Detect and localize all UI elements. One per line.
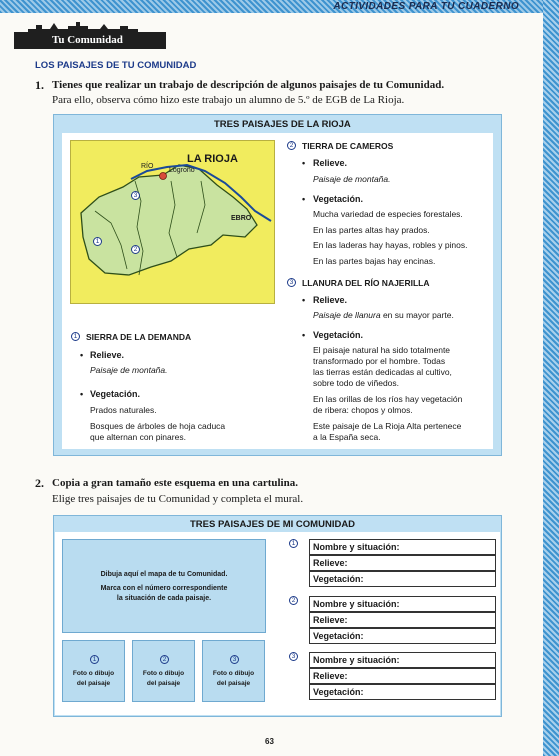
- landscape-1-relieve-value: Paisaje de montaña.: [90, 365, 168, 375]
- form-2-nombre-field[interactable]: Nombre y situación:: [309, 596, 496, 612]
- landscape-3-relieve-value-a: Paisaje de llanura: [313, 310, 381, 320]
- landscape-1-number: 1: [71, 332, 80, 341]
- photo-box-1-number: 1: [90, 655, 99, 664]
- map-label-ebro: EBRO: [231, 215, 252, 222]
- question-2-subtext: Elige tres paisajes de tu Comunidad y completa el mural.: [52, 493, 304, 505]
- form-3-nombre-field[interactable]: Nombre y situación:: [309, 652, 496, 668]
- map-placeholder-box: [62, 539, 266, 633]
- landscape-3-veg-1c: las tierras están dedicadas al cultivo,: [313, 367, 452, 377]
- question-1-subtext: Para ello, observa cómo hizo este trabajo un alumno de 5.º de EGB de La Rioja.: [52, 94, 405, 106]
- photo-box-3-label-b: del paisaje: [216, 680, 251, 687]
- map-marker-1: 1: [93, 237, 102, 246]
- landscape-2-title: TIERRA DE CAMEROS: [302, 141, 394, 151]
- landscape-3-number: 3: [287, 278, 296, 287]
- landscape-3-veg-3b: a la España seca.: [313, 432, 381, 442]
- map-placeholder-line-1: Dibuja aquí el mapa de tu Comunidad.: [100, 571, 228, 578]
- form-2-vegetacion-field[interactable]: Vegetación:: [309, 628, 496, 644]
- map-placeholder-line-2: Marca con el número correspondiente: [100, 585, 228, 592]
- rioja-map-drawing: [71, 141, 276, 305]
- photo-box-3: [202, 640, 265, 702]
- form-1-nombre-field[interactable]: Nombre y situación:: [309, 539, 496, 555]
- landscape-1-veg-label: Vegetación.: [90, 389, 141, 399]
- map-marker-2: 2: [131, 245, 140, 254]
- landscape-3-relieve-bullet: •: [302, 295, 306, 305]
- form-group-1-number: 1: [289, 539, 298, 548]
- landscape-1-title: SIERRA DE LA DEMANDA: [86, 332, 192, 342]
- form-group-2-number: 2: [289, 596, 298, 605]
- landscape-2-veg-1: Mucha variedad de especies forestales.: [313, 209, 463, 219]
- landscape-3-veg-2b: de ribera: chopos y olmos.: [313, 405, 413, 415]
- form-1-relieve-field[interactable]: Relieve:: [309, 555, 496, 571]
- form-group-3-number: 3: [289, 652, 298, 661]
- mi-comunidad-panel-title: TRES PAISAJES DE MI COMUNIDAD: [190, 519, 356, 530]
- landscape-3-veg-3a: Este paisaje de La Rioja Alta pertenece: [313, 421, 462, 431]
- landscape-3-relieve-label: Relieve.: [313, 295, 348, 305]
- form-3-relieve-field[interactable]: Relieve:: [309, 668, 496, 684]
- question-2-text: Copia a gran tamaño este esquema en una cartulina.: [52, 477, 298, 489]
- question-1-number: 1.: [35, 78, 44, 92]
- landscape-2-relieve-value: Paisaje de montaña.: [313, 174, 391, 184]
- landscape-3-veg-1d: sobre todo de viñedos.: [313, 378, 400, 388]
- landscape-2-veg-label: Vegetación.: [313, 194, 364, 204]
- landscape-3-veg-1b: transformado por el hombre. Todas: [313, 356, 446, 366]
- landscape-1-veg-1: Prados naturales.: [90, 405, 157, 415]
- landscape-2-number: 2: [287, 141, 296, 150]
- photo-box-2-label-a: Foto o dibujo: [142, 670, 185, 677]
- landscape-1-veg-2b: que alternan con pinares.: [90, 432, 186, 442]
- right-decorative-strip: [543, 0, 559, 756]
- question-2-number: 2.: [35, 476, 44, 490]
- photo-box-1-label-a: Foto o dibujo: [72, 670, 115, 677]
- map-placeholder-line-3: la situación de cada paisaje.: [116, 595, 212, 602]
- form-3-vegetacion-field[interactable]: Vegetación:: [309, 684, 496, 700]
- landscape-3-title: LLANURA DEL RÍO NAJERILLA: [302, 278, 430, 288]
- landscape-2-veg-4: En las partes bajas hay encinas.: [313, 256, 436, 266]
- rioja-panel-title: TRES PAISAJES DE LA RIOJA: [214, 119, 351, 130]
- photo-box-3-number: 3: [230, 655, 239, 664]
- landscape-2-veg-3: En las laderas hay hayas, robles y pinos.: [313, 240, 468, 250]
- photo-box-2-label-b: del paisaje: [146, 680, 181, 687]
- mi-comunidad-panel: [53, 515, 502, 717]
- landscape-3-veg-1a: El paisaje natural ha sido totalmente: [313, 345, 451, 355]
- photo-box-3-label-a: Foto o dibujo: [212, 670, 255, 677]
- mi-comunidad-panel-body: [55, 532, 500, 715]
- photo-box-2: [132, 640, 195, 702]
- section-tab: Tu Comunidad: [14, 32, 166, 49]
- landscape-2-relieve-label: Relieve.: [313, 158, 348, 168]
- page-header-title: ACTIVIDADES PARA TU CUADERNO: [333, 1, 519, 12]
- rioja-panel: [53, 114, 502, 456]
- landscape-3-relieve-value: [313, 310, 454, 321]
- map-title: LA RIOJA: [187, 153, 238, 165]
- page-number: 63: [265, 737, 274, 746]
- landscape-2-veg-2: En las partes altas hay prados.: [313, 225, 430, 235]
- landscape-2-relieve-bullet: •: [302, 158, 306, 168]
- landscape-1-veg-bullet: •: [80, 389, 84, 399]
- question-1-text: Tienes que realizar un trabajo de descripción de algunos paisajes de tu Comunidad.: [52, 79, 445, 91]
- landscape-1-relieve-label: Relieve.: [90, 350, 125, 360]
- form-2-relieve-field[interactable]: Relieve:: [309, 612, 496, 628]
- landscape-3-relieve-value-b: en su mayor parte.: [380, 310, 454, 320]
- rioja-panel-body: [62, 133, 493, 449]
- landscape-3-veg-bullet: •: [302, 330, 306, 340]
- rioja-map: [70, 140, 275, 304]
- landscape-3-veg-2a: En las orillas de los ríos hay vegetación: [313, 394, 463, 404]
- photo-box-1: [62, 640, 125, 702]
- map-marker-3: 3: [131, 191, 140, 200]
- landscape-2-veg-bullet: •: [302, 194, 306, 204]
- landscape-3-veg-label: Vegetación.: [313, 330, 364, 340]
- landscape-1-relieve-bullet: •: [80, 350, 84, 360]
- landscape-1-veg-2a: Bosques de árboles de hoja caduca: [90, 421, 226, 431]
- form-1-vegetacion-field[interactable]: Vegetación:: [309, 571, 496, 587]
- photo-box-2-number: 2: [160, 655, 169, 664]
- photo-box-1-label-b: del paisaje: [76, 680, 111, 687]
- map-label-logrono: Logroño: [169, 167, 195, 174]
- section-heading: LOS PAISAJES DE TU COMUNIDAD: [35, 60, 197, 71]
- map-label-rio: RÍO: [141, 163, 154, 170]
